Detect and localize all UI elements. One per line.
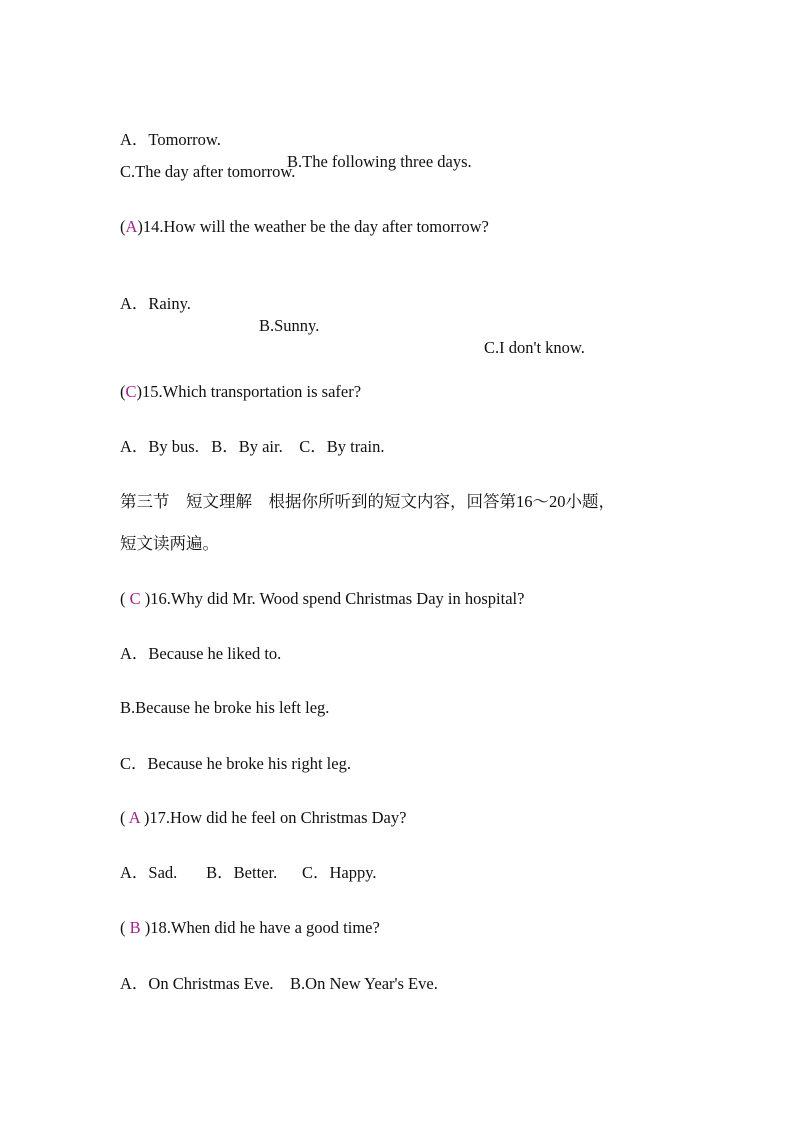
q14-options-row	[120, 271, 585, 359]
q14-answer: A	[125, 217, 138, 236]
q13-option-a: A．Tomorrow.	[120, 130, 221, 149]
q16-question-line	[120, 588, 524, 610]
q16-answer: C	[129, 589, 141, 608]
q16-close-paren: )	[140, 589, 151, 608]
q18-question: 18.When did he have a good time?	[150, 918, 380, 937]
q14-question-line	[120, 216, 489, 238]
q18-answer: B	[129, 918, 141, 937]
q17-question: 17.How did he feel on Christmas Day?	[149, 808, 407, 827]
q18-options: A．On Christmas Eve. B.On New Year's Eve.	[120, 974, 438, 993]
q17-options: A．Sad. B．Better. C．Happy.	[120, 863, 377, 882]
q18-open-paren: (	[120, 918, 130, 937]
q15-close-paren: )	[136, 382, 143, 401]
q15-options: A．By bus. B．By air. C．By train.	[120, 437, 385, 456]
q18-close-paren: )	[140, 918, 151, 937]
q15-question-line	[120, 381, 361, 403]
q17-open-paren: (	[120, 808, 129, 827]
q14-option-a: A．Rainy.	[120, 294, 191, 313]
q13-option-c: C.The day after tomorrow.	[120, 162, 296, 181]
q15-answer: C	[125, 382, 137, 401]
q14-option-c: C.I don't know.	[484, 338, 585, 357]
q16-option-b: B.Because he broke his left leg.	[120, 698, 330, 717]
q16-option-c: C．Because he broke his right leg.	[120, 754, 351, 773]
q17-answer: A	[128, 808, 140, 827]
q16-option-a: A．Because he liked to.	[120, 644, 282, 663]
q16-open-paren: (	[120, 589, 130, 608]
q14-close-paren: )	[137, 217, 143, 236]
q18-question-line	[120, 917, 380, 939]
q15-question: 15.Which transportation is safer?	[142, 382, 362, 401]
q15-open-paren: (	[120, 382, 126, 401]
q16-question: 16.Why did Mr. Wood spend Christmas Day in hospital?	[150, 589, 525, 608]
q14-option-b: B.Sunny.	[259, 316, 320, 335]
q14-open-paren: (	[120, 217, 126, 236]
section3-instruction-line2: 短文读两遍。	[120, 534, 219, 553]
q17-close-paren: )	[139, 808, 150, 827]
section3-instruction-line1: 第三节 短文理解 根据你所听到的短文内容，回答第16～20小题，	[120, 492, 615, 511]
q13-option-b: B.The following three days.	[287, 152, 472, 171]
q14-question: 14.How will the weather be the day after tomorrow?	[142, 217, 489, 236]
q17-question-line	[120, 807, 406, 829]
